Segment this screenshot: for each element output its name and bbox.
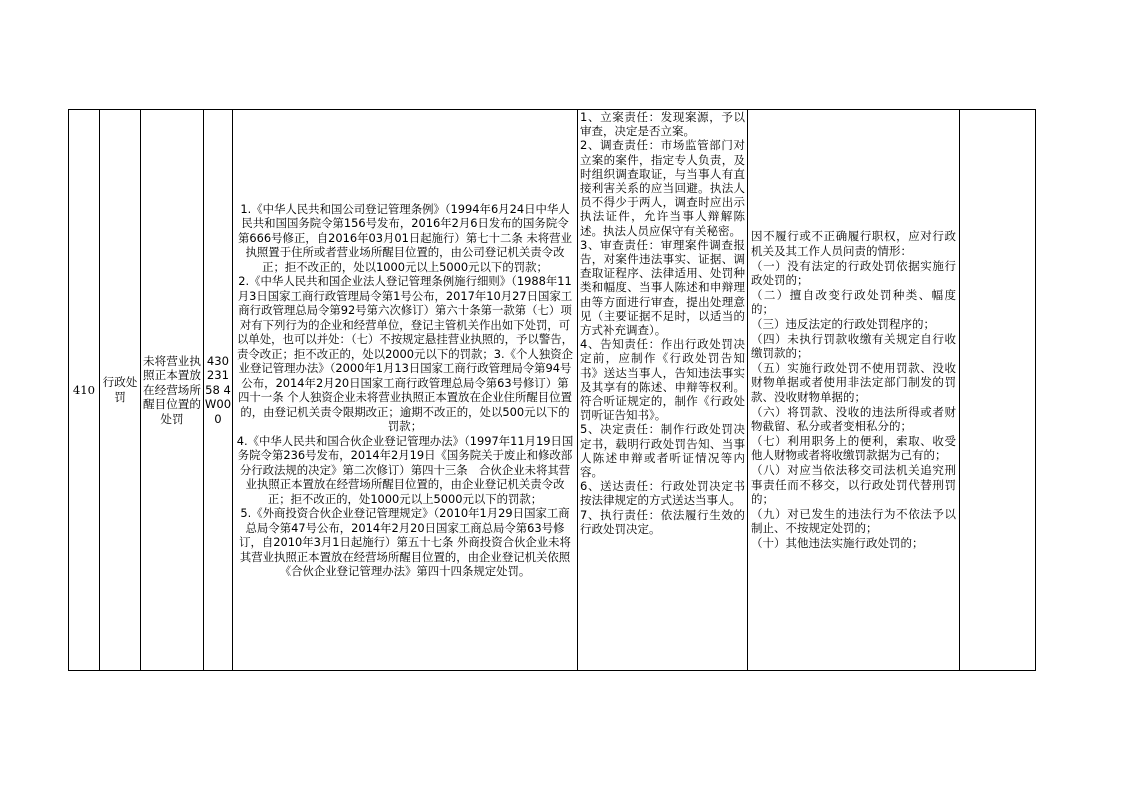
accountability-item: （四）未执行罚款收缴有关规定自行收缴罚款的； bbox=[751, 331, 956, 361]
power-list-table bbox=[68, 109, 1036, 671]
table-row bbox=[69, 110, 1036, 671]
responsibility-item: 2、调查责任：市场监管部门对立案的案件，指定专人负责，及时组织调查取证，与当事人有直接利害关系的应当回避。执法人员不得少于两人，调查时应出示执法证件，允许当事人辩解陈述。执法人员应保守有关秘密。 bbox=[580, 138, 745, 238]
item-name-cell: 未将营业执照正本置放在经营场所醒目位置的处罚 bbox=[141, 110, 204, 671]
legal-basis-item: 1.《中华人民共和国公司登记管理条例》（1994年6月24日中华人民共和国国务院令第156号发布，2016年2月6日发布的国务院令第666号修正，自2016年03月01日起施行）第七十二条 未将营业执照置于住所或者营业场所醒目位置的，由公司登记机关责令改正；拒不改正的，处以1000元以上5000元以下的罚款； bbox=[238, 201, 572, 274]
row-number: 410 bbox=[69, 110, 100, 671]
accountability-item: （一）没有法定的行政处罚依据实施行政处罚的； bbox=[751, 258, 956, 288]
legal-basis-item: 4.《中华人民共和国合伙企业登记管理办法》（1997年11月19日国务院令第236号发布，2014年2月19日《国务院关于废止和修改部分行政法规的决定》第二次修订）第四十三条 合伙企业未将其营业执照正本置放在经营场所醒目位置的，由企业登记机关责令改正；拒不改正的，处1000元以上5000元以下的罚款； bbox=[236, 433, 574, 506]
responsibility-item: 6、送达责任：行政处罚决定书按法律规定的方式送达当事人。 bbox=[580, 479, 745, 508]
accountability-item: （九）对已发生的违法行为不依法予以制止、不按规定处罚的； bbox=[751, 506, 956, 536]
responsibility-item: 7、执行责任：依法履行生效的行政处罚决定。 bbox=[580, 507, 745, 536]
accountability-item: （七）利用职务上的便利，索取、收受他人财物或者将收缴罚款据为己有的； bbox=[751, 433, 956, 463]
responsibility-cell bbox=[578, 110, 748, 671]
category-cell: 行政处罚 bbox=[100, 110, 141, 671]
accountability-item: （八）对应当依法移交司法机关追究刑事责任而不移交，以行政处罚代替刑罚的； bbox=[751, 462, 956, 507]
legal-basis-item: 2.《中华人民共和国企业法人登记管理条例施行细则》（1988年11月3日国家工商行政管理局令第1号公布，2017年10月27日国家工商行政管理总局令第92号第六次修订）第六十条第一款第（七）项 对有下列行为的企业和经营单位，登记主管机关作出如下处罚，可以单处，也可以并处：（七）不按规定悬挂营业执照的，予以警告，责令改正；拒不改正的，处以2000元以下的罚款；3.《个人独资企业登记管理办法》（2000年1月13日国家工商行政管理局令第94号公布，2014年2月20日国家工商行政管理总局令第63号修订）第四十一条 个人独资企业未将营业执照正本置放在企业住所醒目位置的，由登记机关责令限期改正；逾期不改正的，处以500元以下的罚款； bbox=[236, 274, 574, 433]
accountability-item: （十）其他违法实施行政处罚的； bbox=[751, 535, 924, 550]
accountability-item: （二）擅自改变行政处罚种类、幅度的； bbox=[751, 287, 956, 317]
accountability-cell bbox=[748, 110, 960, 671]
accountability-item: （三）违反法定的行政处罚程序的； bbox=[751, 317, 935, 332]
responsibility-item: 5、决定责任：制作行政处罚决定书，载明行政处罚告知、当事人陈述申辩或者听证情况等内容。 bbox=[580, 422, 745, 480]
responsibility-item: 1、立案责任：发现案源，予以审查，决定是否立案。 bbox=[580, 110, 745, 139]
legal-basis-cell bbox=[233, 110, 578, 671]
legal-basis-item: 5.《外商投资合伙企业登记管理规定》（2010年1月29日国家工商总局令第47号公布，2014年2月20日国家工商总局令第63号修订，自2010年3月1日起施行）第五十七条 外商投资合伙企业未将其营业执照正本置放在经营场所醒目位置的，由企业登记机关依照《合伙企业登记管理办法》第四十四条规定处罚。 bbox=[239, 506, 571, 578]
item-code-cell: 43023158 4W000 bbox=[204, 110, 233, 671]
accountability-item: 因不履行或不正确履行职权，应对行政机关及其工作人员问责的情形： bbox=[751, 229, 956, 259]
accountability-item: （五）实施行政处罚不使用罚款、没收财物单据或者使用非法定部门制发的罚款、没收财物单据的； bbox=[751, 360, 956, 404]
remarks-cell bbox=[960, 110, 1036, 671]
accountability-item: （六）将罚款、没收的违法所得或者财物截留、私分或者变相私分的； bbox=[751, 404, 956, 434]
responsibility-item: 3、审查责任：审理案件调查报告，对案件违法事实、证据、调查取证程序、法律适用、处罚种类和幅度、当事人陈述和申辩理由等方面进行审查，提出处理意见（主要证据不足时，以适当的方式补充调查）。 bbox=[580, 237, 745, 338]
responsibility-item: 4、告知责任：作出行政处罚决定前，应制作《行政处罚告知书》送达当事人，告知违法事实及其享有的陈述、申辩等权利。符合听证规定的，制作《行政处罚听证告知书》。 bbox=[580, 337, 745, 423]
